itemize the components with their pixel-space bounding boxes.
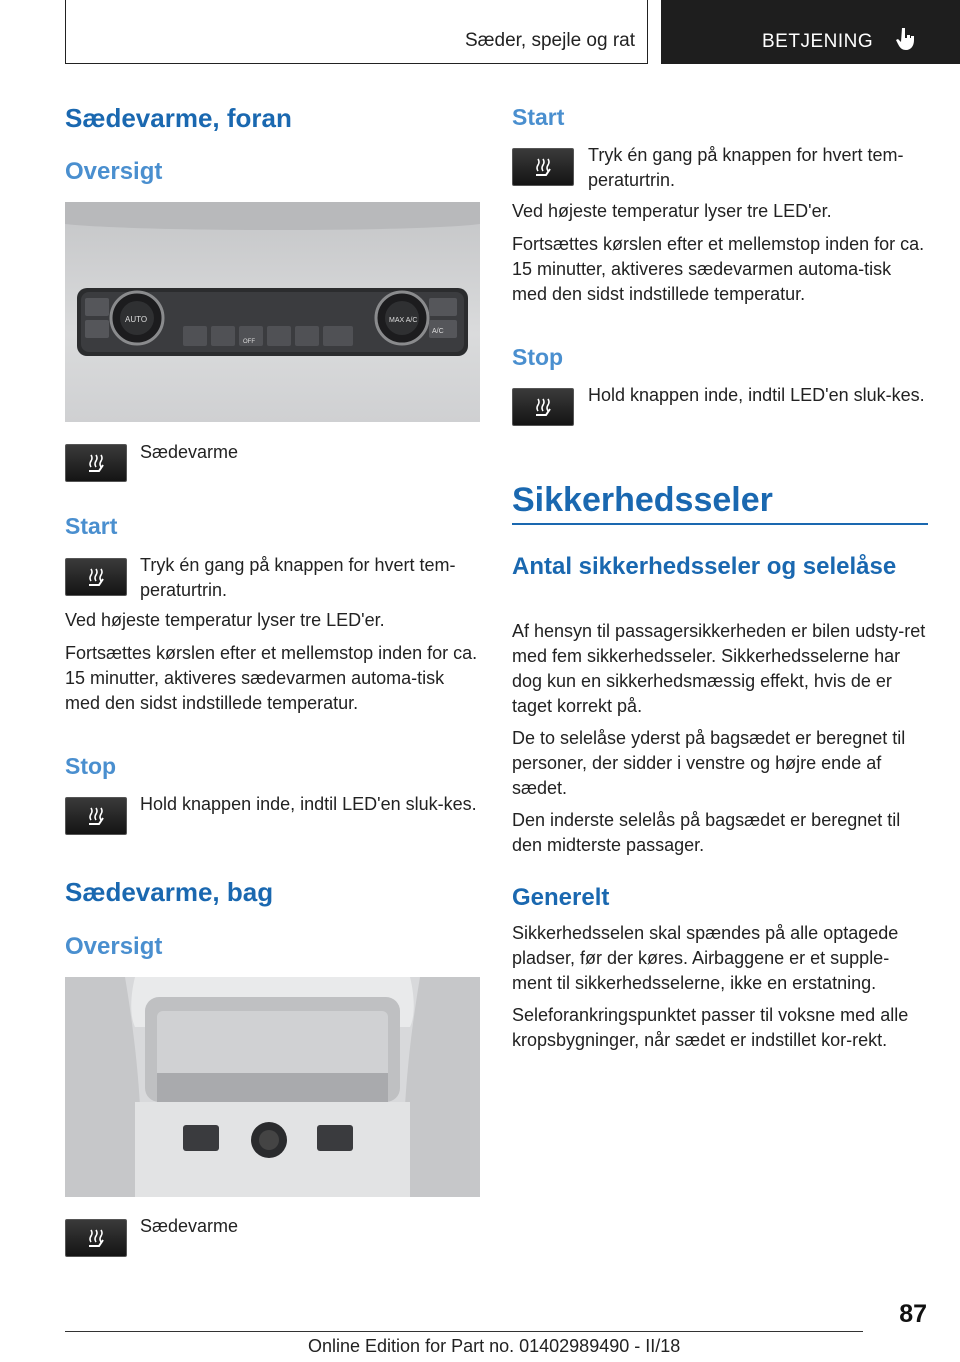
panel-auto-label: AUTO [125, 315, 148, 324]
seat-heating-button-icon [65, 1219, 127, 1257]
rear-stop-text: Hold knappen inde, indtil LED'en sluk‐kes. [588, 385, 925, 405]
header-chapter-tab[interactable] [661, 0, 960, 64]
footer-rule [65, 1331, 863, 1332]
seatbelt-count-heading: Antal sikkerhedsseler og selelåse [512, 553, 897, 580]
rear-caption-seat-heating: Sædevarme [140, 1216, 239, 1236]
seat-heating-button-icon [512, 148, 574, 186]
front-continue-text: Fortsættes kørslen efter et mellemstop inden for ca. 15 minutter, aktiveres sædevarmen automa‐tisk med den sidst indstillede temperatur. [65, 643, 478, 713]
front-led-text: Ved højeste temperatur lyser tre LED'er. [65, 610, 385, 630]
front-start-text: Tryk én gang på knappen for hvert tem‐peraturtrin. [140, 555, 456, 600]
seat-heating-button-icon [65, 558, 127, 596]
rear-start-heading: Start [512, 104, 565, 130]
pointing-hand-icon [895, 26, 917, 52]
rear-led-text: Ved højeste temperatur lyser tre LED'er. [512, 201, 832, 221]
seat-heating-button-icon [65, 444, 127, 482]
rear-seat-heating-title: Sædevarme, bag [65, 877, 274, 907]
general-heading: Generelt [512, 884, 610, 911]
general-p2: Seleforankringspunktet passer til voksne med alle kropsbygninger, når sædet er indstillet kor‐rekt. [512, 1005, 909, 1050]
header-section-title: Sæder, spejle og rat [464, 30, 635, 51]
front-seat-heating-title: Sædevarme, foran [65, 103, 292, 133]
front-start-heading: Start [65, 513, 118, 539]
seatbelt-count-p2: De to selelåse yderst på bagsædet er beregnet til personer, der sidder i venstre og højre ende af sædet. [512, 728, 906, 798]
panel-off-label: OFF [243, 339, 255, 345]
page-number: 87 [899, 1300, 927, 1328]
front-stop-text: Hold knappen inde, indtil LED'en sluk‐kes. [140, 794, 477, 814]
footer-edition: Online Edition for Part no. 01402989490 - II/18 [308, 1336, 681, 1356]
rear-stop-heading: Stop [512, 344, 564, 370]
rear-start-text: Tryk én gang på knappen for hvert tem‐peraturtrin. [588, 145, 904, 190]
rear-overview-heading: Oversigt [65, 933, 163, 960]
panel-ac-label: A/C [432, 328, 444, 335]
front-climate-panel-image [65, 202, 480, 422]
title-rule [512, 523, 928, 525]
rear-seat-heating-panel-image [65, 977, 480, 1197]
front-stop-heading: Stop [65, 753, 117, 779]
header-chapter-title: BETJENING [762, 31, 874, 52]
seat-heating-button-icon [65, 797, 127, 835]
rear-continue-text: Fortsættes kørslen efter et mellemstop inden for ca. 15 minutter, aktiveres sædevarmen automa‐tisk med den sidst indstillede temperatur. [512, 234, 925, 304]
seatbelt-count-p1: Af hensyn til passagersikkerheden er bilen udsty‐ret med fem sikkerhedsseler. Sikkerhedsselerne har dog kun en sikkerhedsmæssig effekt, hvis de er taget korrekt på. [512, 621, 926, 716]
seatbelt-count-p3: Den inderste selelås på bagsædet er beregnet til den midterste passager. [512, 810, 901, 855]
panel-max-ac-label: MAX A/C [389, 317, 418, 324]
general-p1: Sikkerhedsselen skal spændes på alle optagede pladser, før der køres. Airbaggene er et supple‐ment til sikkerhedsselerne, ikke en erstatning. [512, 923, 899, 993]
front-overview-heading: Oversigt [65, 158, 163, 185]
front-caption-seat-heating: Sædevarme [140, 442, 239, 462]
seatbelts-title: Sikkerhedsseler [512, 481, 773, 519]
seat-heating-button-icon [512, 388, 574, 426]
header-section-box [65, 0, 648, 64]
